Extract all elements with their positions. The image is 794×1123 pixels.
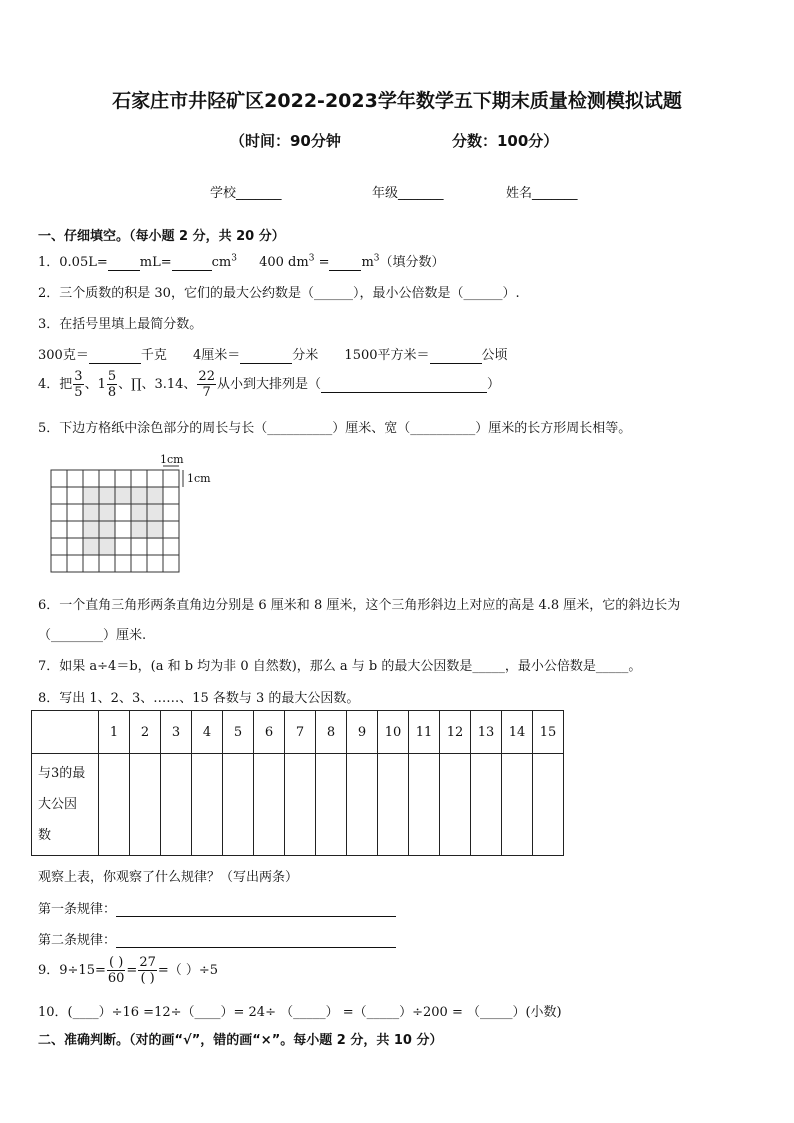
numerator: 27 (139, 955, 156, 970)
table-header-cell: 4 (192, 711, 223, 754)
table-header-cell: 9 (347, 711, 378, 754)
q1-part: （填分数） (379, 255, 445, 270)
question-9 (38, 955, 218, 986)
question-10: 10．(____）÷16 =12÷（____）= 24÷ （_____） =（_____）÷200 = （_____）(小数) (38, 1005, 562, 1020)
rule-1-line[interactable] (116, 902, 396, 917)
question-5: 5．下边方格纸中涂色部分的周长与长（__________）厘米、宽（__________）厘米的长方形周长相等。 (38, 421, 632, 436)
blank (430, 348, 482, 364)
answer-cell[interactable] (285, 754, 316, 856)
q3-item: 1500平方米＝ (344, 348, 430, 363)
table-header-cell: 13 (471, 711, 502, 754)
q4-part: 4．把 (38, 377, 73, 392)
row-label-line: 数 (38, 828, 52, 843)
question-6-answer: （________）厘米. (38, 628, 147, 643)
gcd-table (31, 710, 564, 856)
answer-cell[interactable] (223, 754, 254, 856)
q3-unit: 分米 (292, 348, 319, 363)
row-label-line: 大公因 (38, 797, 78, 812)
table-header-cell: 1 (99, 711, 130, 754)
table-header-cell: 8 (316, 711, 347, 754)
table-header-cell: 12 (440, 711, 471, 754)
rule-2 (38, 929, 396, 948)
blank (240, 348, 292, 364)
blank (172, 255, 212, 271)
numerator: 3 (74, 369, 83, 384)
section-1-heading: 一、仔细填空。（每小题 2 分，共 20 分） (38, 229, 285, 244)
q1-part: 400 dm (259, 255, 309, 270)
question-4 (38, 369, 500, 400)
numerator: 22 (198, 369, 215, 384)
blank (89, 348, 141, 364)
grade-field: 年级_______ (372, 186, 444, 201)
answer-cell[interactable] (192, 754, 223, 856)
q4-part: ） (486, 377, 500, 392)
q1-exponent: 3 (231, 253, 237, 264)
question-6: 6．一个直角三角形两条直角边分别是 6 厘米和 8 厘米，这个三角形斜边上对应的高是 4.8 厘米，它的斜边长为 (38, 598, 681, 613)
fraction (73, 369, 83, 400)
q1-unit: cm (211, 255, 232, 270)
name-field: 姓名_______ (506, 186, 578, 201)
table-header-cell: 14 (502, 711, 533, 754)
q9-part: = (126, 963, 138, 978)
answer-cell[interactable] (161, 754, 192, 856)
denominator: ( ) (140, 971, 155, 986)
table-header-cell: 6 (254, 711, 285, 754)
table-header-cell: 2 (130, 711, 161, 754)
grid-label-right: 1cm (187, 472, 211, 485)
grid-label-top: 1cm (160, 453, 184, 466)
question-7: 7．如果 a÷4＝b，(a 和 b 均为非 0 自然数)，那么 a 与 b 的最大公因数是_____，最小公倍数是_____。 (38, 659, 642, 674)
row-label-line: 与3的最 (38, 766, 86, 781)
q9-part: =（ ）÷5 (157, 963, 219, 978)
q3-unit: 公顷 (481, 348, 508, 363)
answer-cell[interactable] (409, 754, 440, 856)
q9-part: 9．9÷15= (38, 963, 106, 978)
q3-unit: 千克 (140, 348, 167, 363)
grid-lines (51, 466, 183, 572)
blank (108, 255, 140, 271)
denominator: 60 (107, 971, 125, 986)
fraction (107, 369, 117, 400)
denominator: 7 (202, 385, 211, 400)
school-field: 学校_______ (210, 186, 282, 201)
q1-exponent: 3 (373, 253, 380, 264)
answer-cell[interactable] (316, 754, 347, 856)
observe-prompt: 观察上表，你观察了什么规律？（写出两条） (38, 870, 299, 885)
table-header-cell: 15 (533, 711, 564, 754)
q1-part: 1．0.05L= (38, 255, 108, 270)
rule-2-line[interactable] (116, 933, 396, 948)
q4-part: 、∏、3.14、 (118, 377, 197, 392)
table-header-cell: 10 (378, 711, 409, 754)
question-3-items (38, 344, 508, 364)
answer-cell[interactable] (99, 754, 130, 856)
grid-figure (48, 452, 228, 574)
q1-unit: m (361, 255, 374, 270)
question-8: 8．写出 1、2、3、……、15 各数与 3 的最大公因数。 (38, 691, 360, 706)
denominator: 8 (107, 385, 117, 400)
answer-cell[interactable] (440, 754, 471, 856)
fraction (197, 369, 216, 400)
answer-cell[interactable] (502, 754, 533, 856)
answer-cell[interactable] (347, 754, 378, 856)
table-header-row (32, 711, 564, 754)
table-header-cell: 11 (409, 711, 440, 754)
answer-cell[interactable] (254, 754, 285, 856)
rule-1 (38, 898, 396, 917)
exam-time: （时间：90分钟 (230, 132, 341, 150)
answer-cell[interactable] (471, 754, 502, 856)
q1-exponent: 3 (308, 253, 315, 264)
table-answer-row (32, 754, 564, 856)
numerator: 5 (107, 369, 117, 384)
question-3: 3．在括号里填上最简分数。 (38, 317, 203, 332)
answer-cell[interactable] (378, 754, 409, 856)
q1-part: = (314, 255, 330, 270)
section-2-heading: 二、准确判断。（对的画“√”，错的画“×”。每小题 2 分，共 10 分） (38, 1033, 443, 1048)
question-2: 2．三个质数的积是 30，它们的最大公约数是（______），最小公倍数是（______）. (38, 286, 520, 301)
page-title: 石家庄市井陉矿区2022-2023学年数学五下期末质量检测模拟试题 (112, 90, 682, 112)
answer-cell[interactable] (533, 754, 564, 856)
answer-cell[interactable] (130, 754, 161, 856)
q1-part: mL= (139, 255, 172, 270)
blank (329, 255, 361, 271)
q4-part: 、1 (84, 377, 106, 392)
table-header-cell: 5 (223, 711, 254, 754)
question-1 (38, 251, 445, 271)
table-corner-cell (32, 711, 99, 754)
q3-item: 4厘米＝ (192, 348, 241, 363)
denominator: 5 (74, 385, 83, 400)
blank (321, 377, 487, 393)
exam-score: 分数：100分） (452, 132, 559, 150)
rule-1-label: 第一条规律： (38, 902, 117, 917)
rule-2-label: 第二条规律： (38, 933, 117, 948)
table-row-label (32, 754, 99, 856)
q3-item: 300克＝ (38, 348, 89, 363)
fraction (107, 955, 126, 986)
table-header-cell: 7 (285, 711, 316, 754)
table-header-cell: 3 (161, 711, 192, 754)
numerator: ( ) (107, 955, 126, 971)
fraction (138, 955, 157, 986)
q4-part: 从小到大排列是（ (216, 377, 321, 392)
